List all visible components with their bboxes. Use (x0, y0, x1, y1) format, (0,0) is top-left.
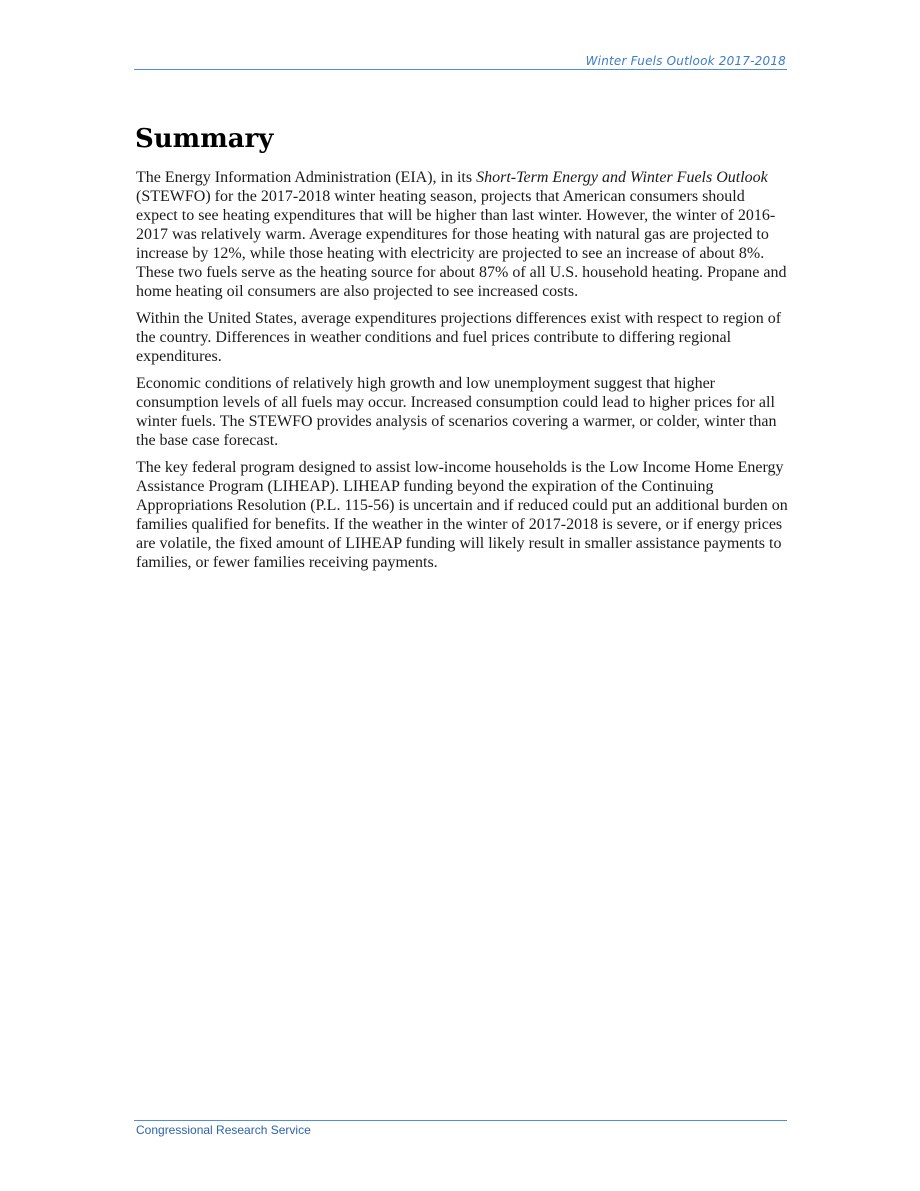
paragraph-1-rest: (STEWFO) for the 2017-2018 winter heating season, projects that American consumers should expect to see heating expenditures that will be higher than last winter. However, the winter of 2016-2017 was relatively warm. Average expenditures for those heating with natural gas are projected to increase by 12%, while those heating with electricity are projected to see an increase of about 8%. These two fuels serve as the heating source for about 87% of all U.S. household heating. Propane and home heating oil consumers are also projected to see increased costs. (136, 188, 787, 300)
footer-rule (134, 1120, 787, 1121)
paragraph-1 (136, 168, 788, 301)
paragraph-2: Within the United States, average expenditures projections differences exist with respect to region of the country. Differences in weather conditions and fuel prices contribute to differing regional expenditures. (136, 310, 782, 365)
footer-publisher: Congressional Research Service (136, 1123, 311, 1137)
summary-body (136, 168, 788, 580)
section-title: Summary (135, 124, 274, 154)
paragraph-1-lead: The Energy Information Administration (EIA), in its (136, 169, 477, 186)
report-title-italic: Short-Term Energy and Winter Fuels Outlook (476, 169, 768, 186)
paragraph-4: The key federal program designed to assist low-income households is the Low Income Home Energy Assistance Program (LIHEAP). LIHEAP funding beyond the expiration of the Continuing Appropriations Resolution (P.L. 115-56) is uncertain and if reduced could put an additional burden on families qualified for benefits. If the weather in the winter of 2017-2018 is severe, or if energy prices are volatile, the fixed amount of LIHEAP funding will likely result in smaller assistance payments to families, or fewer families receiving payments. (136, 459, 788, 571)
running-header: Winter Fuels Outlook 2017-2018 (585, 54, 786, 68)
header-rule (134, 69, 787, 70)
paragraph-3: Economic conditions of relatively high growth and low unemployment suggest that higher consumption levels of all fuels may occur. Increased consumption could lead to higher prices for all winter fuels. The STEWFO provides analysis of scenarios covering a warmer, or colder, winter than the base case forecast. (136, 375, 777, 449)
